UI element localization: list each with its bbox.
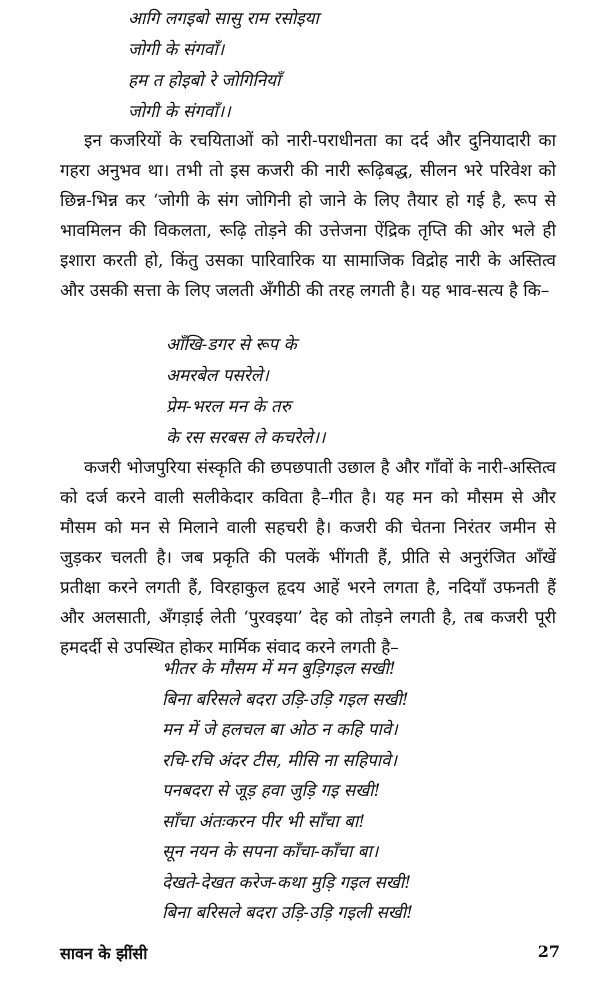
paragraph-two: कजरी भोजपुरिया संस्कृति की छपछपाती उछाल है और गाँवों के नारी-अस्तित्व को दर्ज करने वाली सलीकेदार कविता है–गीत है। यह मन को मौसम से और मौसम को मन से मिलाने वाली सहचरी है। कजरी की चेतना निरंतर जमीन से जुड़कर चलती है। जब प्रकृति की पलकें भींगती हैं, प्रीति से अनुरंजित आँखें प्रतीक्षा करने लगती हैं, विरहाकुल हृदय आहें भरने लगता है, नदियाँ उफनती हैं और अलसाती, अँगड़ाई लेती ‘पुरवइया’ देह को तोड़ने लगती है, तब कजरी पूरी हमदर्दी से उपस्थित होकर मार्मिक संवाद करने लगती है– [60,458,556,658]
paragraph-one: इन कजरियों के रचयिताओं को नारी-पराधीनता का दर्द और दुनियादारी का गहरा अनुभव था। तभी तो इस कजरी की नारी रूढ़िबद्ध, सीलन भरे परिवेश को छिन्न-भिन्न कर ‘जोगी के संग जोगिनी हो जाने के लिए तैयार हो गई है, रूप से भावमिलन की विकलता, रूढ़ि तोड़ने की उत्तेजना ऐंद्रिक तृप्ति की ओर भले ही इशारा करती हो, किंतु उसका पारिवारिक या सामाजिक विद्रोह नारी के अस्तित्व और उसकी सत्ता के लिए जलती अँगीठी की तरह लगती है। यह भाव-सत्य है कि– [60,131,556,301]
verse-line: बिना बरिसले बदरा उड़ि-उड़ि गइली सखी! [162,903,413,923]
verse-line: सून नयन के सपना काँचा-काँचा बा। [162,842,379,862]
verse-line: आगि लगइबो सासु राम रसोइया [128,9,319,29]
verse-line: प्रेम-भरल मन के तरु [166,397,291,417]
verse-two [166,330,326,454]
verse-line: पनबदरा से जूड़ हवा जुड़ि गइ सखी! [162,781,381,801]
verse-line: आँखि-डगर से रूप के [166,335,297,355]
verse-line: मन में जे हलचल बा ओठ न कहि पावे। [162,720,398,740]
verse-line: जोगी के संगवाँ। [128,40,225,60]
page-number: 27 [537,942,560,961]
footer-book-title: सावन के झींसी [60,944,148,963]
verse-one [128,4,319,128]
verse-line: अमरबेल पसरेले। [166,366,269,386]
verse-line: रचि-रचि अंदर टीस, मीसि ना सहिपावे। [162,750,398,771]
verse-line: बिना बरिसले बदरा उड़ि-उड़ि गइल सखी! [162,689,409,710]
verse-line: देखते-देखत करेज-कथा मुड़ि गइल सखी! [162,872,412,893]
verse-line: के रस सरबस ले कचरेले।। [166,428,326,448]
verse-line: हम त होइबो रे जोगिनियाँ [128,71,281,91]
verse-line: साँचा अंतःकरन पीर भी साँचा बा! [162,811,366,832]
verse-line: भीतर के मौसम में मन बुड़िगइल सखी! [162,659,396,679]
verse-line: जोगी के संगवाँ।। [128,102,231,122]
verse-three [162,654,413,929]
